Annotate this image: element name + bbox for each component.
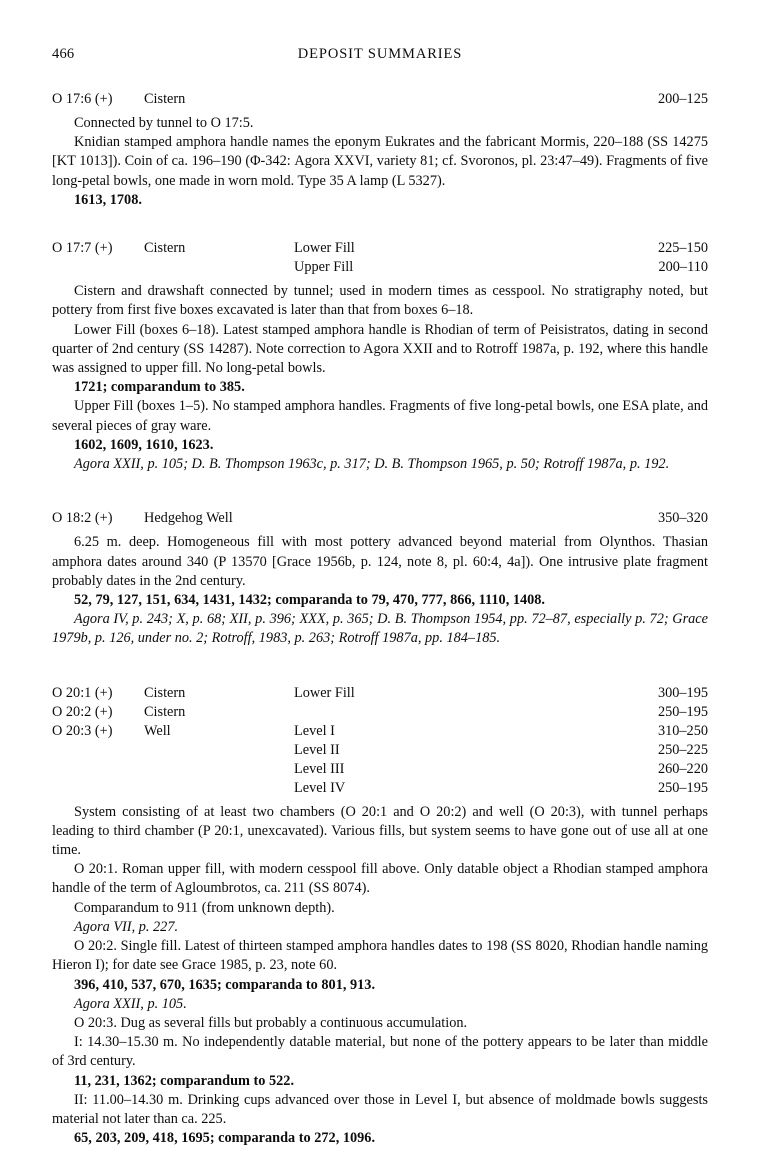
deposit-id: O 20:3 (+) — [52, 722, 113, 739]
deposit-type: Cistern — [144, 684, 186, 701]
comparandum-line: Comparandum to 911 (from unknown depth). — [74, 899, 335, 916]
catalogue-numbers: 1602, 1609, 1610, 1623. — [74, 436, 214, 453]
deposit-date: 260–220 — [657, 760, 708, 777]
deposit-type — [144, 779, 294, 798]
running-title: DEPOSIT SUMMARIES — [297, 46, 463, 62]
deposit-type — [144, 741, 294, 760]
references: Agora IV, p. 243; X, p. 68; XII, p. 396; XXX, p. 365; D. B. Thompson 1954, pp. 72–87, especially p. 72; Grace 1979b, p. 126, under no. 2; Rotroff, 1983, p. 263; Rotroff 1987a, pp. 184–185. — [52, 611, 708, 647]
deposit-fill — [294, 509, 494, 528]
catalogue-numbers: 396, 410, 537, 670, 1635; comparanda to 801, 913. — [74, 976, 376, 993]
deposit-date: 250–195 — [657, 703, 708, 720]
deposit-id: O 18:2 (+) — [52, 510, 113, 527]
deposit-fill: Level IV — [294, 779, 346, 796]
deposit-type: Cistern — [144, 240, 186, 257]
deposit-id: O 20:1 (+) — [52, 684, 113, 701]
paragraph: II: 11.00–14.30 m. Drinking cups advanced over those in Level I, but absence of moldmade bowls suggests material not later than ca. 225. — [52, 1091, 708, 1128]
deposit-entry-o-17-6 — [52, 90, 708, 210]
deposit-date: 225–150 — [657, 240, 708, 257]
deposit-id — [52, 779, 144, 798]
table-row — [52, 684, 708, 703]
deposit-id — [52, 760, 144, 779]
deposit-fill: Upper Fill — [294, 259, 354, 276]
paragraph: Upper Fill (boxes 1–5). No stamped amphora handles. Fragments of five long-petal bowls, one ESA plate, and several pieces of gray ware. — [52, 398, 708, 434]
deposit-entry-o-17-7 — [52, 239, 708, 474]
references: Agora XXII, p. 105. — [74, 995, 187, 1012]
paragraph: O 20:2. Single fill. Latest of thirteen stamped amphora handles dates to 198 (SS 8020, Rhodian handle naming Hieron I); for date see Grace 1985, p. 23, note 60. — [52, 938, 708, 974]
deposit-fill: Level III — [294, 760, 345, 777]
entry-header-table — [52, 239, 708, 277]
paragraph: Cistern and drawshaft connected by tunnel; used in modern times as cesspool. No stratigraphy noted, but pottery from first five boxes excavated is later than that from boxes 6–18. — [52, 283, 708, 319]
paragraph: Lower Fill (boxes 6–18). Latest stamped amphora handle is Rhodian of term of Peisistratos, dating in second quarter of 2nd century (SS 14287). Note correction to Agora XXII and to Rotroff 1987a, p. 192, where this handle was assigned to upper fill. No long-petal bowls. — [52, 321, 708, 376]
deposit-id: O 17:6 (+) — [52, 91, 113, 107]
deposit-date: 200–110 — [658, 259, 708, 276]
paragraph: O 20:3. Dug as several fills but probably a continuous accumulation. — [74, 1015, 468, 1031]
paragraph: Knidian stamped amphora handle names the eponym Eukrates and the fabricant Mormis, 220–188 (SS 14275 [KT 1013]). Coin of ca. 196–190 (Φ-342: Agora XXVI, variety 81; cf. Svoronos, pl. 23:47–49). Fragments of five long-petal bowls, one made in worn mold. Type 35 A lamp (L 5327). — [52, 134, 708, 189]
deposit-fill: Lower Fill — [294, 684, 355, 701]
deposit-type: Cistern — [144, 91, 186, 107]
deposit-date: 350–320 — [657, 510, 708, 527]
page-number: 466 — [52, 46, 75, 62]
table-row — [52, 239, 708, 258]
deposit-fill: Level I — [294, 722, 335, 739]
deposit-type: Well — [144, 722, 171, 739]
table-row — [52, 90, 708, 109]
deposit-id — [52, 258, 144, 277]
deposit-fill: Lower Fill — [294, 240, 355, 257]
deposit-type — [144, 760, 294, 779]
entry-header-table — [52, 509, 708, 528]
deposit-type — [144, 258, 294, 277]
deposit-date: 250–195 — [657, 779, 708, 796]
paragraph: O 20:1. Roman upper fill, with modern cesspool fill above. Only datable object a Rhodian stamped amphora handle of the term of Agloumbrotos, ca. 211 (SS 8074). — [52, 861, 708, 897]
paragraph: 6.25 m. deep. Homogeneous fill with most pottery advanced beyond material from Olynthos. Thasian amphora dates around 340 (P 13570 [Grace 1956b, p. 124, note 8, pl. 60:4, 4a]). One intrusive plate fragment probably dates in the 2nd century. — [52, 534, 708, 589]
deposit-id: O 17:7 (+) — [52, 240, 113, 257]
paragraph: System consisting of at least two chambers (O 20:1 and O 20:2) and well (O 20:3), with tunnel perhaps leading to third chamber (P 20:1, unexcavated). Various fills, but system seems to have gone out of use all at one time. — [52, 803, 708, 859]
page-header — [52, 46, 708, 72]
deposit-type: Cistern — [144, 703, 186, 720]
entry-header-table — [52, 684, 708, 798]
table-row — [52, 760, 708, 779]
deposit-entry-o-20 — [52, 684, 708, 1149]
catalogue-numbers: 11, 231, 1362; comparandum to 522. — [74, 1072, 295, 1089]
deposit-id — [52, 741, 144, 760]
entry-header-table — [52, 90, 708, 109]
deposit-type: Hedgehog Well — [144, 510, 233, 527]
table-row — [52, 741, 708, 760]
table-row — [52, 509, 708, 528]
deposit-fill: Level II — [294, 741, 340, 758]
catalogue-numbers: 1721; comparandum to 385. — [74, 379, 245, 396]
deposit-date: 310–250 — [657, 722, 708, 739]
catalogue-numbers: 65, 203, 209, 418, 1695; comparanda to 272, 1096. — [74, 1130, 376, 1147]
references: Agora XXII, p. 105; D. B. Thompson 1963c, p. 317; D. B. Thompson 1965, p. 50; Rotroff 1987a, p. 192. — [74, 456, 670, 473]
paragraph: Connected by tunnel to O 17:5. — [74, 115, 254, 131]
deposit-fill — [294, 703, 494, 722]
references: Agora VII, p. 227. — [74, 918, 179, 935]
table-row — [52, 779, 708, 798]
table-row — [52, 722, 708, 741]
table-row — [52, 703, 708, 722]
deposit-date: 300–195 — [657, 684, 708, 701]
deposit-date: 200–125 — [657, 91, 708, 107]
catalogue-numbers: 1613, 1708. — [74, 191, 142, 208]
deposit-date: 250–225 — [657, 741, 708, 758]
deposit-entry-o-18-2 — [52, 509, 708, 648]
paragraph: I: 14.30–15.30 m. No independently datable material, but none of the pottery appears to be later than middle of 3rd century. — [52, 1034, 708, 1070]
deposit-fill — [294, 90, 494, 109]
deposit-id: O 20:2 (+) — [52, 703, 113, 720]
table-row — [52, 258, 708, 277]
catalogue-numbers: 52, 79, 127, 151, 634, 1431, 1432; comparanda to 79, 470, 777, 866, 1110, 1408. — [74, 591, 546, 608]
